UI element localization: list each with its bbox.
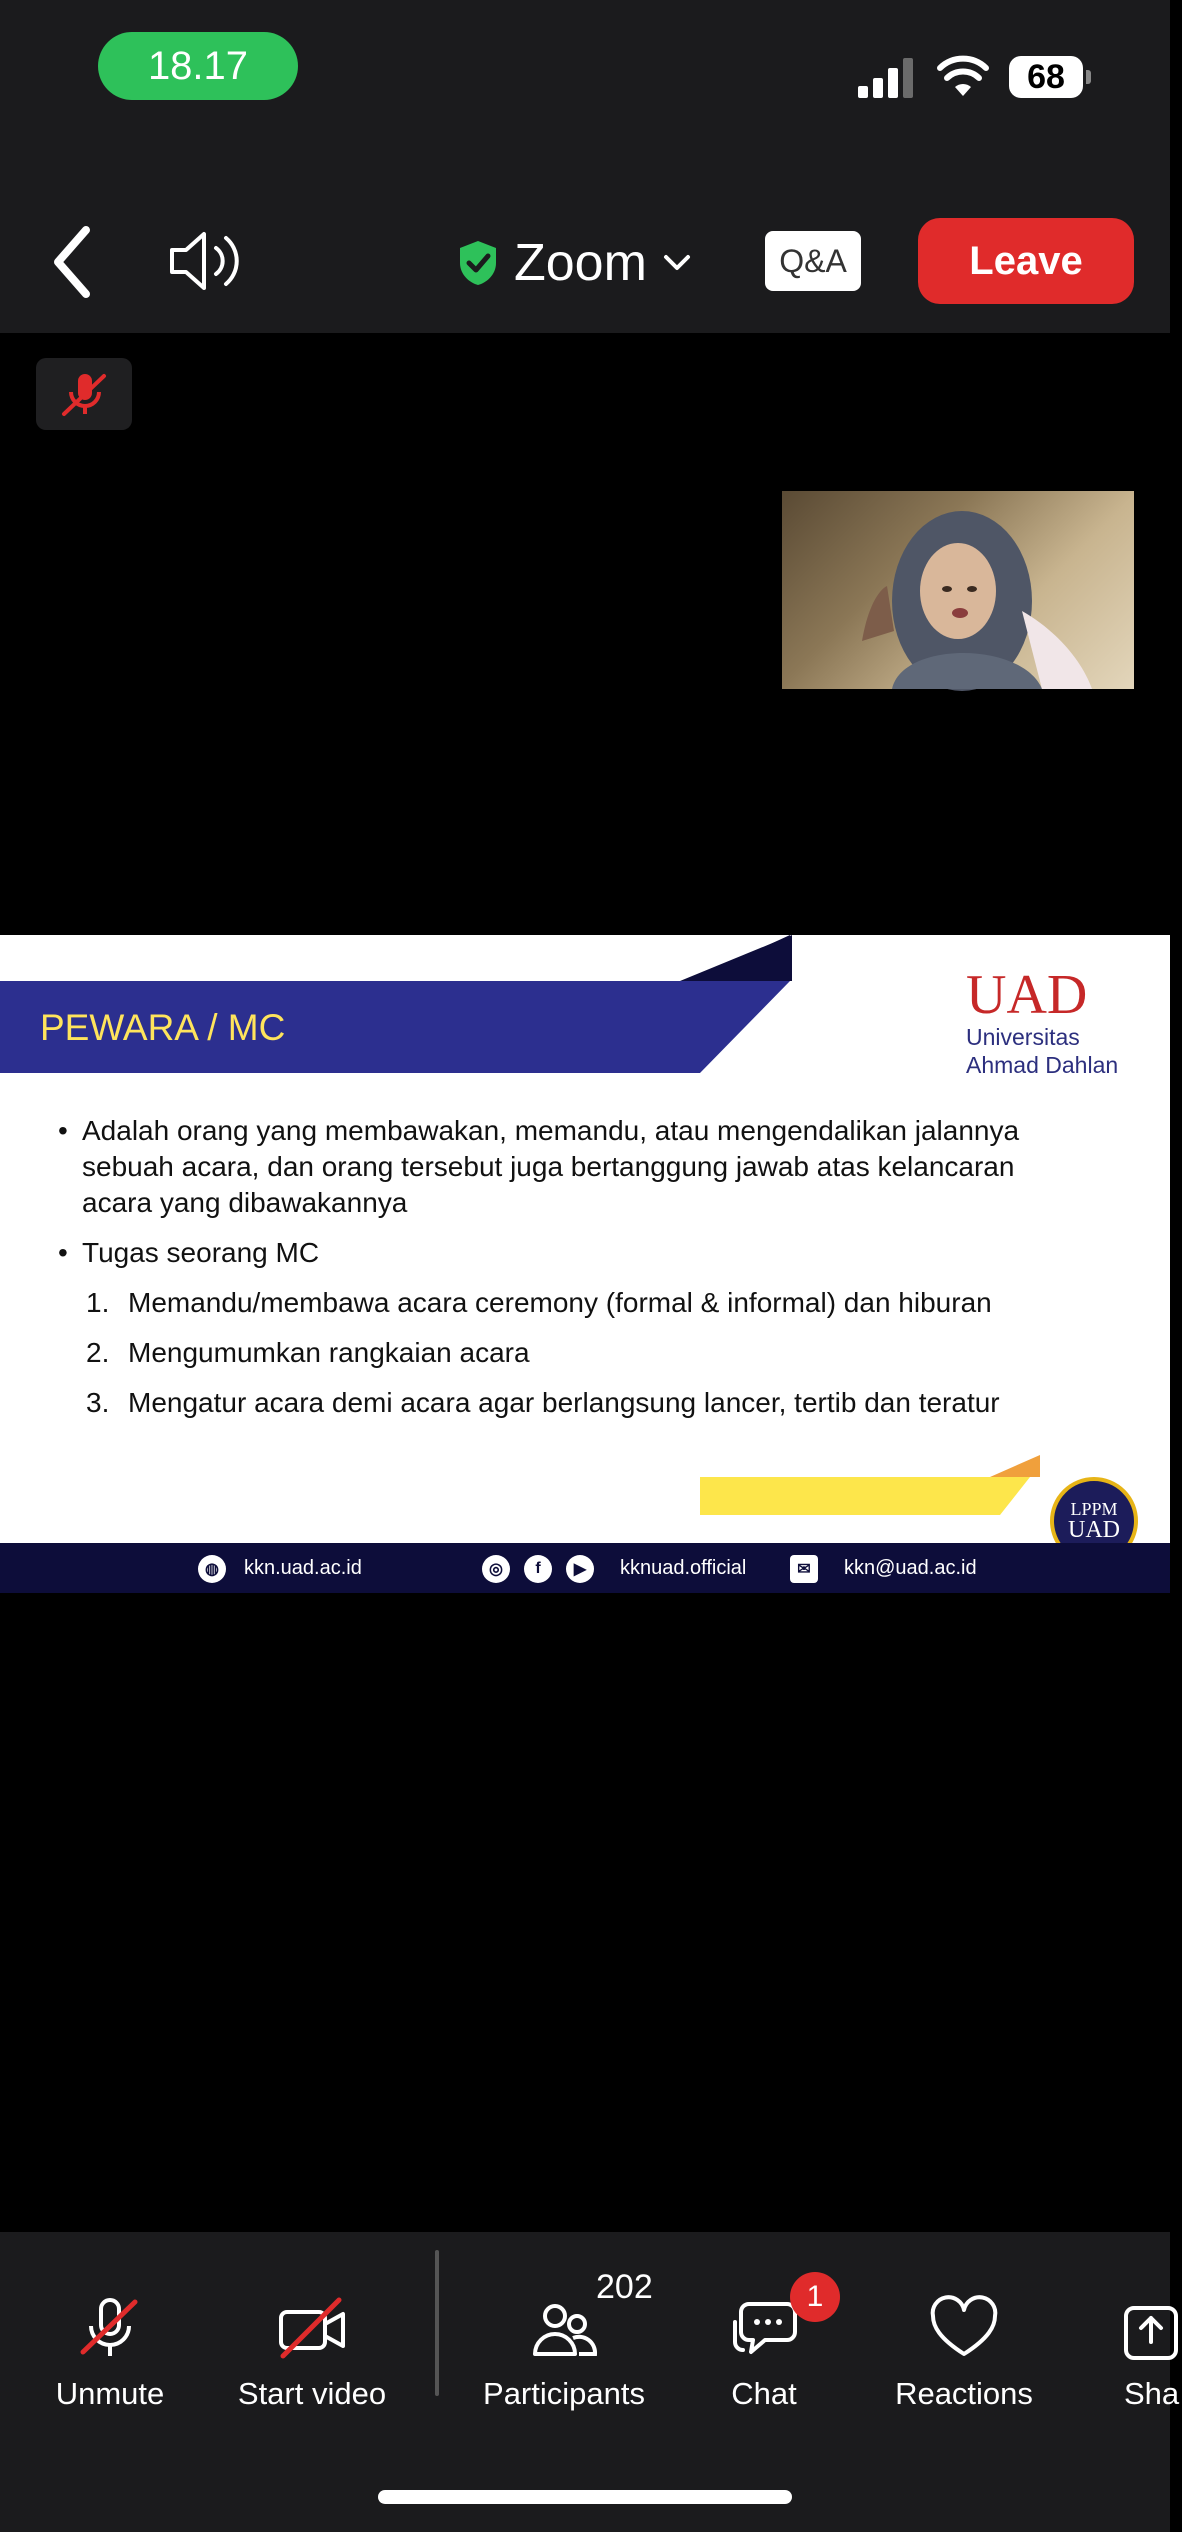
youtube-icon: ▶	[566, 1555, 594, 1583]
battery-indicator	[1009, 56, 1091, 98]
share-icon	[1112, 2294, 1182, 2364]
footer-social: kknuad.official	[620, 1557, 747, 1579]
shared-slide	[0, 935, 1170, 1593]
university-name	[966, 1023, 1118, 1079]
reactions-button[interactable]	[884, 2254, 1044, 2424]
unmute-button[interactable]	[40, 2254, 180, 2424]
shield-check-icon	[456, 239, 500, 287]
item-text: Memandu/membawa acara ceremony (formal & informal) dan hiburan	[128, 1287, 992, 1318]
chat-button[interactable]	[714, 2254, 824, 2424]
uad-logo: UAD	[966, 964, 1088, 1026]
cellular-signal-icon	[856, 58, 916, 98]
chevron-down-icon	[663, 253, 691, 273]
globe-icon: ◍	[198, 1555, 226, 1583]
participants-icon	[529, 2294, 599, 2364]
meeting-toolbar	[0, 2232, 1180, 2532]
reactions-label: Reactions	[895, 2376, 1033, 2411]
slide-bullet: • Tugas seorang MC	[58, 1235, 1048, 1271]
slide-numbered-item	[58, 1285, 1048, 1321]
footer-website: kkn.uad.ac.id	[244, 1557, 362, 1579]
meeting-title-dropdown[interactable]	[456, 228, 716, 298]
slide-numbered-item	[58, 1385, 1048, 1421]
battery-level: 68	[1009, 56, 1083, 98]
qa-button[interactable]: Q&A	[765, 231, 861, 291]
heart-icon	[929, 2294, 999, 2364]
item-number: 2.	[86, 1337, 110, 1368]
slide-title: PEWARA / MC	[40, 1007, 286, 1048]
participants-button[interactable]	[466, 2254, 662, 2424]
home-indicator[interactable]	[378, 2490, 792, 2504]
mail-icon: ✉	[790, 1555, 818, 1583]
badge-line1: LPPM	[1070, 1499, 1118, 1519]
instagram-icon: ◎	[482, 1555, 510, 1583]
slide-footer	[0, 1543, 1170, 1593]
participants-label: Participants	[483, 2376, 645, 2411]
university-name-line2: Ahmad Dahlan	[966, 1052, 1119, 1078]
participant-person-image	[782, 491, 1134, 689]
meeting-title: Zoom	[514, 234, 647, 292]
footer-email: kkn@uad.ac.id	[844, 1557, 977, 1579]
leave-button[interactable]: Leave	[918, 218, 1134, 304]
mic-off-icon	[75, 2294, 145, 2364]
share-label: Sha	[1124, 2376, 1180, 2411]
item-number: 1.	[86, 1287, 110, 1318]
badge-line2: UAD	[1068, 1517, 1120, 1543]
item-text: Mengatur acara demi acara agar berlangsung lancer, tertib dan teratur	[128, 1387, 1000, 1418]
participants-count: 202	[596, 2268, 653, 2306]
university-name-line1: Universitas	[966, 1024, 1080, 1050]
slide-banner-corner	[680, 935, 792, 981]
video-off-icon	[277, 2294, 347, 2364]
back-chevron-icon[interactable]	[48, 222, 98, 302]
item-text: Mengumumkan rangkaian acara	[128, 1337, 530, 1368]
facebook-icon: f	[524, 1555, 552, 1583]
chat-unread-badge: 1	[790, 2272, 840, 2322]
unmute-label: Unmute	[55, 2376, 165, 2411]
toolbar-divider	[435, 2250, 439, 2396]
mic-off-icon	[58, 368, 110, 420]
item-number: 3.	[86, 1387, 110, 1418]
start-video-label: Start video	[237, 2376, 387, 2411]
status-time: 18.17	[98, 32, 298, 100]
wifi-icon	[937, 56, 989, 98]
share-button[interactable]	[1112, 2254, 1180, 2424]
battery-tip	[1086, 70, 1091, 84]
chat-icon	[729, 2294, 799, 2364]
start-video-button[interactable]	[222, 2254, 402, 2424]
chat-label: Chat	[731, 2376, 797, 2411]
slide-bullet: • Adalah orang yang membawakan, memandu, atau mengendalikan jalannya sebuah acara, dan orang tersebut juga bertanggung jawab atas kelancaran acara yang dibawakannya	[58, 1113, 1048, 1221]
participant-video-thumbnail[interactable]	[782, 491, 1134, 689]
speaker-muted-indicator	[36, 358, 132, 430]
speaker-icon[interactable]	[168, 230, 244, 292]
slide-body	[58, 1113, 1048, 1435]
slide-numbered-item	[58, 1335, 1048, 1371]
